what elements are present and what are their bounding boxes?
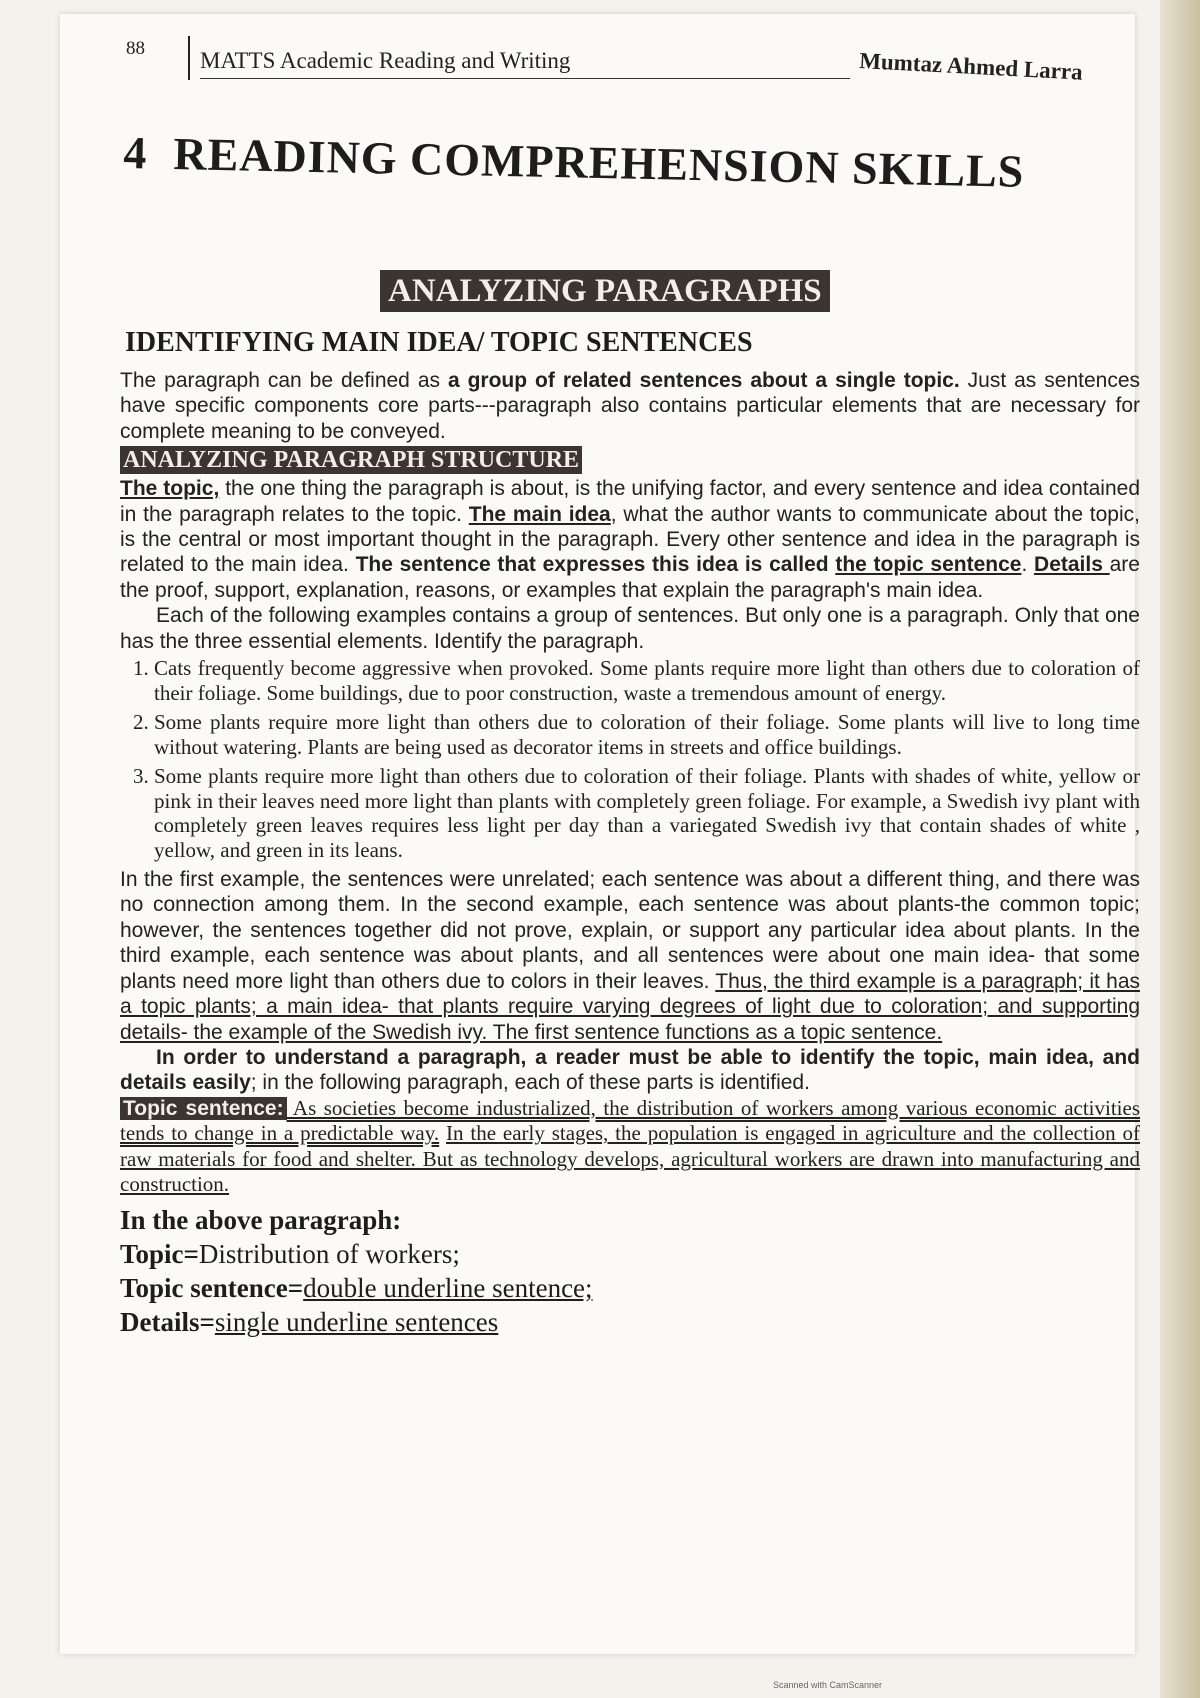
topic-sentence-label: Topic sentence: <box>120 1097 287 1120</box>
list-item: 2. Some plants require more light than others due to coloration of their foliage. Some plants will live to long time without watering. Plants are being used as decorator items in streets and office buildings. <box>154 710 1140 759</box>
analysis-underlined: Thus, the third example is a paragraph; it has a topic plants; a main idea- that plants require varying degrees of light due to coloration; and supporting details- the example of the Swedish ivy. The first sentence functions as a topic sentence. <box>120 969 1140 1044</box>
structure-bold: The sentence that expresses this idea is called <box>355 553 836 577</box>
page-edge-shadow <box>1160 0 1200 1698</box>
subsection-title: IDENTIFYING MAIN IDEA/ TOPIC SENTENCES <box>125 327 753 358</box>
summary-ts-label: Topic sentence= <box>120 1273 304 1304</box>
chapter-title: READING COMPREHENSION SKILLS <box>172 128 1025 197</box>
summary-details <box>120 1305 1140 1339</box>
scanner-watermark: Scanned with CamScanner <box>773 1680 883 1690</box>
understand-bold: In order to understand a paragraph, a reader must be able to identify the topic, main idea, and details easily <box>120 1045 1140 1095</box>
list-item: 1. Cats frequently become aggressive when provoked. Some plants require more light than others due to coloration of their foliage. Some buildings, due to poor construction, waste a tremendous amount of energy. <box>154 656 1140 705</box>
summary-topic-sentence <box>120 1271 1140 1305</box>
structure-text-1: the one thing the paragraph is about, is the unifying factor, and every sentence and idea contained in the paragraph relates to the topic. <box>120 477 1140 526</box>
intro-paragraph <box>120 368 1140 444</box>
examples-list <box>120 656 1140 862</box>
summary-heading: In the above paragraph: <box>120 1205 402 1236</box>
summary-details-label: Details= <box>120 1307 215 1338</box>
analysis-text: In the first example, the sentences were unrelated; each sentence was about a different thing, and there was no connection among them. In the second example, each sentence was about plants-the common topic; however, the sentences together did not prove, explain, or support any particular idea about plants. In the third example, each sentence was about plants, and all sentences were about one main idea- that some plants need more light than others due to colors in their leaves. <box>120 868 1140 993</box>
topic-sentence-term: the topic sentence <box>835 553 1022 577</box>
header-divider <box>188 36 190 80</box>
sample-paragraph <box>120 1096 1140 1198</box>
understand-paragraph <box>120 1045 1140 1096</box>
summary-block <box>120 1203 1140 1339</box>
chapter-number: 4 <box>122 126 148 179</box>
book-title: MATTS Academic Reading and Writing <box>200 48 571 73</box>
structure-text-2: , what the author wants to communicate about the topic, is the central or most important thought in the paragraph. Every other sentence and idea in the paragraph is related to the main idea. <box>120 502 1140 577</box>
topic-term: The topic, <box>120 477 220 501</box>
details-term: Details <box>1034 553 1110 577</box>
intro-bold: a group of related sentences about a single topic. <box>447 369 960 392</box>
summary-ts-value: double underline sentence; <box>303 1273 593 1304</box>
header-rule <box>200 78 850 79</box>
instruction-paragraph: Each of the following examples contains a group of sentences. But only one is a paragraph. Only that one has the three essential elements. Identify the paragraph. <box>120 604 1140 653</box>
structure-text-4: are the proof, support, explanation, reasons, or examples that explain the paragraph's main idea. <box>120 553 1140 602</box>
body-text <box>120 368 1140 1339</box>
sample-details: In the early stages, the population is engaged in agriculture and the collection of raw materials for food and shelter. But as technology develops, agricultural workers are drawn into manufacturing and construction. <box>120 1121 1140 1196</box>
summary-topic <box>120 1237 1140 1271</box>
analysis-paragraph <box>120 867 1140 1045</box>
summary-topic-value: Distribution of workers; <box>198 1239 460 1270</box>
understand-rest: ; in the following paragraph, each of these parts is identified. <box>250 1071 810 1095</box>
summary-topic-label: Topic= <box>120 1239 199 1270</box>
page-number: 88 <box>126 38 145 59</box>
main-idea-term: The main idea <box>468 502 611 526</box>
structure-heading: ANALYZING PARAGRAPH STRUCTURE <box>120 446 582 474</box>
intro-text-rest: Just as sentences have specific components core parts---paragraph also contains particular elements that are necessary for complete meaning to be conveyed. <box>120 369 1140 443</box>
intro-text: The paragraph can be defined as <box>120 369 448 392</box>
structure-text-3: . <box>1021 553 1035 577</box>
section-title: ANALYZING PARAGRAPHS <box>380 270 830 312</box>
structure-paragraph <box>120 476 1140 603</box>
author-name: Mumtaz Ahmed Larra <box>858 48 1084 85</box>
sample-topic-sentence: As societies become industrialized, the distribution of workers among various economic activities tends to change in a predictable way. <box>120 1095 1141 1146</box>
list-item: 3. Some plants require more light than others due to coloration of their foliage. Plants with shades of white, yellow or pink in their leaves need more light than plants with completely green foliage. For example, a Swedish ivy plant with completely green leaves requires less light per day than a variegated Swedish ivy that contain shades of white , yellow, and green in its leans. <box>154 764 1140 862</box>
summary-details-value: single underline sentences <box>214 1307 499 1338</box>
